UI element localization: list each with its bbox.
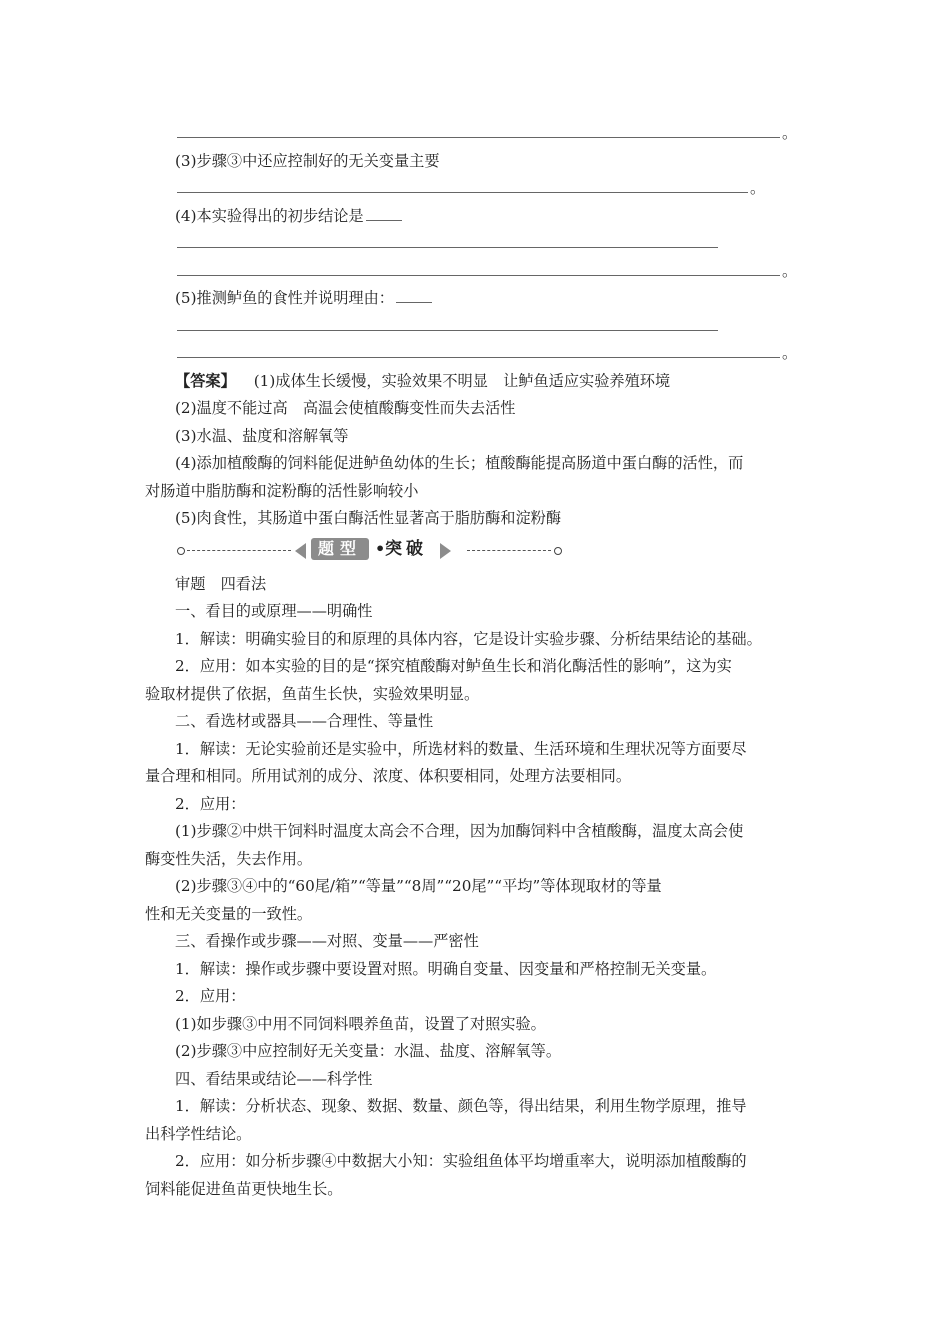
section-1-title: 一、看目的或原理——明确性 <box>175 602 373 620</box>
answer-blank-line <box>145 120 810 148</box>
blank-rule <box>177 137 780 138</box>
section-banner <box>145 537 810 571</box>
answer-1-text: (1)成体生长缓慢，实验效果不明显 让鲈鱼适应实验养殖环境 <box>253 371 671 390</box>
answer-4-line-1: (4)添加植酸酶的饲料能促进鲈鱼幼体的生长；植酸酶能提高肠道中蛋白酶的活性，而 <box>175 454 744 472</box>
section-3-title: 三、看操作或步骤——对照、变量——严密性 <box>175 932 479 950</box>
answer-4-line-2: 对肠道中脂肪酶和淀粉酶的活性影响较小 <box>145 481 419 500</box>
section-1-para-2-line-2: 验取材提供了依据，鱼苗生长快，实验效果明显。 <box>145 684 480 703</box>
banner-word: 突破 <box>385 538 427 559</box>
section-4-para-2-line-2: 饲料能促进鱼苗更快地生长。 <box>145 1179 343 1198</box>
inline-blank <box>396 287 432 303</box>
section-4-para-1-line-1: 1．解读：分析状态、现象、数据、数量、颜色等，得出结果，利用生物学原理，推导 <box>175 1097 747 1115</box>
banner-left-arrow-icon <box>295 543 306 559</box>
question-5-label: (5)推测鲈鱼的食性并说明理由： <box>175 289 394 307</box>
document-body <box>145 120 810 1203</box>
blank-rule <box>177 192 748 193</box>
question-4-label: (4)本实验得出的初步结论是 <box>175 206 364 225</box>
answer-blank-line <box>145 175 810 203</box>
period: 。 <box>782 261 798 280</box>
period: 。 <box>782 344 798 362</box>
banner-separator: • <box>375 538 386 558</box>
blank-rule <box>177 275 780 276</box>
section-3-para-3: (1)如步骤③中用不同饲料喂养鱼苗，设置了对照实验。 <box>175 1014 546 1033</box>
section-2-para-1-line-2: 量合理和相同。所用试剂的成分、浓度、体积要相同，处理方法要相同。 <box>145 767 631 785</box>
period: 。 <box>782 124 798 142</box>
banner-right-arrow-icon <box>440 543 451 559</box>
section-3-para-1: 1．解读：操作或步骤中要设置对照。明确自变量、因变量和严格控制无关变量。 <box>175 959 717 978</box>
blank-rule <box>177 357 780 358</box>
section-4-title: 四、看结果或结论——科学性 <box>175 1069 373 1088</box>
question-5 <box>145 285 810 313</box>
section-3-para-2: 2．应用： <box>175 987 246 1005</box>
period: 。 <box>750 179 766 197</box>
banner-tag: 题型 <box>311 538 369 560</box>
answer-5: (5)肉食性，其肠道中蛋白酶活性显著高于脂肪酶和淀粉酶 <box>175 509 562 527</box>
answer-2: (2)温度不能过高 高温会使植酸酶变性而失去活性 <box>175 399 516 417</box>
section-4-para-1-line-2: 出科学性结论。 <box>145 1124 252 1143</box>
inline-blank <box>366 205 402 221</box>
answer-blank-line <box>145 230 810 258</box>
section-1-para-2-line-1: 2．应用：如本实验的目的是“探究植酸酶对鲈鱼生长和消化酶活性的影响”，这为实 <box>175 657 732 675</box>
section-3-para-4: (2)步骤③中应控制好无关变量：水温、盐度、溶解氧等。 <box>175 1042 562 1060</box>
answer-label: 【答案】 <box>175 371 236 390</box>
section-2-para-2: 2．应用： <box>175 794 246 813</box>
section-2-para-4-line-1: (2)步骤③④中的“60尾/箱”“等量”“8周”“20尾”“平均”等体现取材的等量 <box>175 877 662 895</box>
answer-blank-line <box>145 258 810 286</box>
banner-left-dot <box>177 547 185 555</box>
blank-rule <box>177 247 718 248</box>
banner-right-dash <box>467 550 551 551</box>
section-2-title: 二、看选材或器具——合理性、等量性 <box>175 712 434 730</box>
banner-right-dot <box>554 547 562 555</box>
banner-left-dash <box>187 550 291 551</box>
answer-1 <box>145 368 810 396</box>
section-2-para-3-line-2: 酶变性失活，失去作用。 <box>145 849 313 868</box>
question-3: (3)步骤③中还应控制好的无关变量主要 <box>175 151 440 170</box>
answer-blank-line <box>145 313 810 341</box>
section-2-para-3-line-1: (1)步骤②中烘干饲料时温度太高会不合理，因为加酶饲料中含植酸酶，温度太高会使 <box>175 822 744 840</box>
blank-rule <box>177 330 718 331</box>
section-1-para-1: 1．解读：明确实验目的和原理的具体内容，它是设计实验步骤、分析结果结论的基础。 <box>175 629 762 648</box>
section-2-para-4-line-2: 性和无关变量的一致性。 <box>145 904 313 923</box>
question-4 <box>145 203 810 231</box>
section-4-para-2-line-1: 2．应用：如分析步骤④中数据大小知：实验组鱼体平均增重率大，说明添加植酸酶的 <box>175 1152 747 1170</box>
section-2-para-1-line-1: 1．解读：无论实验前还是实验中，所选材料的数量、生活环境和生理状况等方面要尽 <box>175 739 747 758</box>
answer-blank-line <box>145 340 810 368</box>
method-title: 审题 四看法 <box>175 574 267 593</box>
answer-3: (3)水温、盐度和溶解氧等 <box>175 426 349 445</box>
